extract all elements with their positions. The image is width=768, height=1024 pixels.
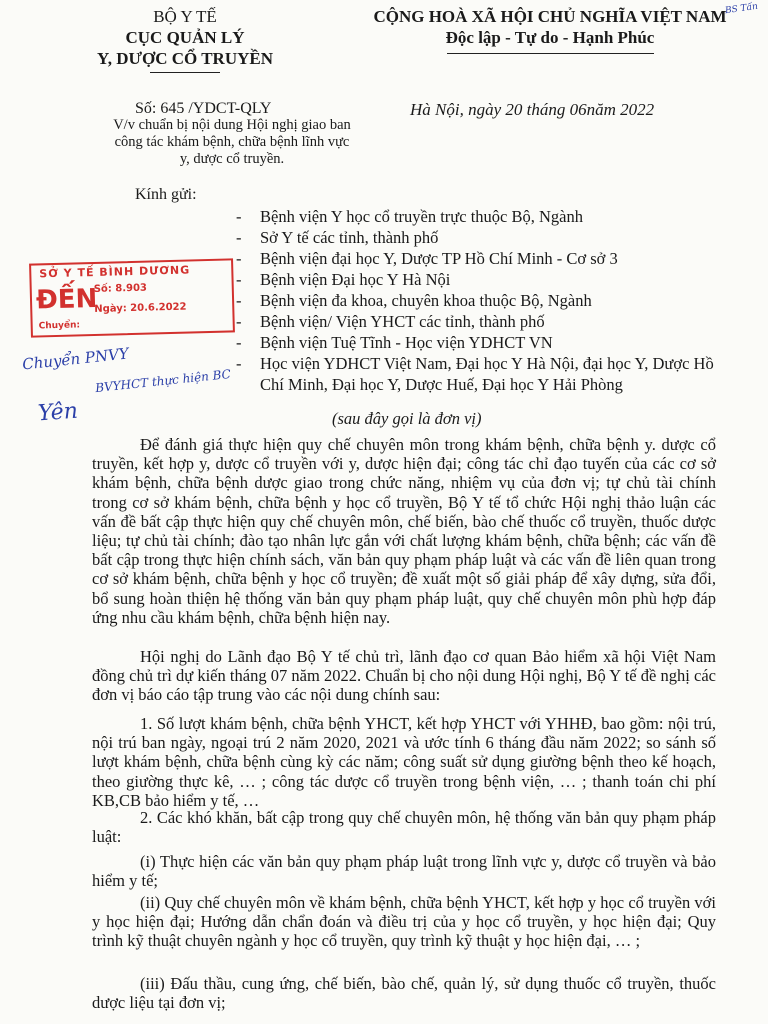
national-motto: Độc lập - Tự do - Hạnh Phúc <box>445 28 655 47</box>
issuer-block <box>60 6 310 69</box>
incoming-stamp <box>29 258 235 337</box>
content-item-2-ii: (ii) Quy chế chuyên môn về khám bệnh, chữa bệnh YHCT, kết hợp y học cổ truyền với y học hiện đại; Hướng dẫn chẩn đoán và điều trị của y học cổ truyền, y học hiện đại; Quy trình kỹ thuật chuyên ngành y học cổ truyền, quy trình kỹ thuật y học hiện đại, … ; <box>92 893 716 951</box>
body-paragraph-2: Hội nghị do Lãnh đạo Bộ Y tế chủ trì, lãnh đạo cơ quan Bảo hiểm xã hội Việt Nam đồng chủ trì dự kiến tháng 07 năm 2022. Chuẩn bị cho nội dung Hội nghị, Bộ Y tế đề nghị các đơn vị báo cáo tập trung vào các nội dung chính sau: <box>92 647 716 705</box>
document-number: Số: 645 /YDCT-QLY <box>135 100 272 117</box>
stamp-number: Số: 8.903 <box>93 282 148 295</box>
national-header <box>345 6 755 48</box>
stamp-date: Ngày: 20.6.2022 <box>94 301 187 315</box>
recipients-note: (sau đây gọi là đơn vị) <box>332 409 482 428</box>
issuer-underline <box>150 72 220 73</box>
handwritten-line-1: Chuyển PNVY <box>21 344 130 374</box>
national-title: CỘNG HOÀ XÃ HỘI CHỦ NGHĨA VIỆT NAM <box>373 7 727 26</box>
motto-underline <box>447 53 654 54</box>
stamp-den: ĐẾN <box>35 283 98 316</box>
body-paragraph-1: Để đánh giá thực hiện quy chế chuyên môn trong khám bệnh, chữa bệnh y. dược cổ truyền, kết hợp y, dược cổ truyền với y, dược hiện đại; công tác chỉ đạo tuyến của các cơ sở khám bệnh, chữa bệnh dược giao trong chức năng, nhiệm vụ của đơn vị; tự chủ tài chính trong cơ sở khám bệnh, chữa bệnh y học cổ truyền, Bộ Y tế tổ chức Hội nghị thảo luận các vấn đề bất cập thực hiện quy chế chuyên môn, chế biến, bào chế thuốc cổ truyền, thuốc dược liệu; tự chủ tài chính; đào tạo nhân lực gắn với chất lượng khám bệnh, chữa bệnh; các vấn đề bất cập trong thực hiện chính sách, văn bản quy phạm pháp luật và các vấn đề liên quan trong cơ sở khám bệnh, chữa bệnh y học cổ truyền; đề xuất một số giải pháp để xây dựng, sửa đổi, bổ sung hoàn thiện hệ thống văn bản quy phạm pháp luật, quy chế chuyên môn phù hợp đáp ứng nhu cầu khám bệnh, chữa bệnh hiện nay. <box>92 435 716 627</box>
document-date: Hà Nội, ngày 20 tháng 06năm 2022 <box>410 100 655 119</box>
content-item-2: 2. Các khó khăn, bất cập trong quy chế chuyên môn, hệ thống văn bản quy phạm pháp luật: <box>92 808 716 847</box>
issuer-ministry: BỘ Y TẾ <box>153 7 217 26</box>
content-item-2-i: (i) Thực hiện các văn bản quy phạm pháp luật trong lĩnh vực y, dược cổ truyền và bảo hiểm y tế; <box>92 852 716 891</box>
issuer-department-sub: Y, DƯỢC CỔ TRUYỀN <box>96 49 273 68</box>
stamp-transfer: Chuyển: <box>38 320 81 332</box>
content-item-2-iii: (iii) Đấu thầu, cung ứng, chế biến, bào chế, quản lý, sử dụng thuốc cổ truyền, thuốc dược liệu tại đơn vị; <box>92 974 716 1013</box>
greeting: Kính gửi: <box>135 186 197 203</box>
handwritten-signature: Yên <box>37 398 79 427</box>
stamp-title: SỞ Y TẾ BÌNH DƯƠNG <box>39 263 191 281</box>
content-item-1: 1. Số lượt khám bệnh, chữa bệnh YHCT, kết hợp YHCT với YHHĐ, bao gồm: nội trú, nội trú ban ngày, ngoại trú 2 năm 2020, 2021 và ước tính 6 tháng đầu năm 2022; so sánh số lượt khám bệnh, chữa bệnh cùng kỳ các năm; công suất sử dụng giường bệnh theo kế hoạch, theo giường thực kê, … ; công tác dược cổ truyền trong bệnh viện, … ; thanh toán chi phí KB,CB bảo hiểm y tế, … <box>92 714 716 810</box>
document-subject: V/v chuẩn bị nội dung Hội nghị giao ban công tác khám bệnh, chữa bệnh lĩnh vực y, dược cổ truyền. <box>113 117 351 167</box>
issuer-department: CỤC QUẢN LÝ <box>125 28 245 47</box>
corner-handwritten-note: BS Tấn <box>724 1 759 17</box>
handwritten-line-2: BVYHCT thực hiện BC <box>94 366 232 396</box>
